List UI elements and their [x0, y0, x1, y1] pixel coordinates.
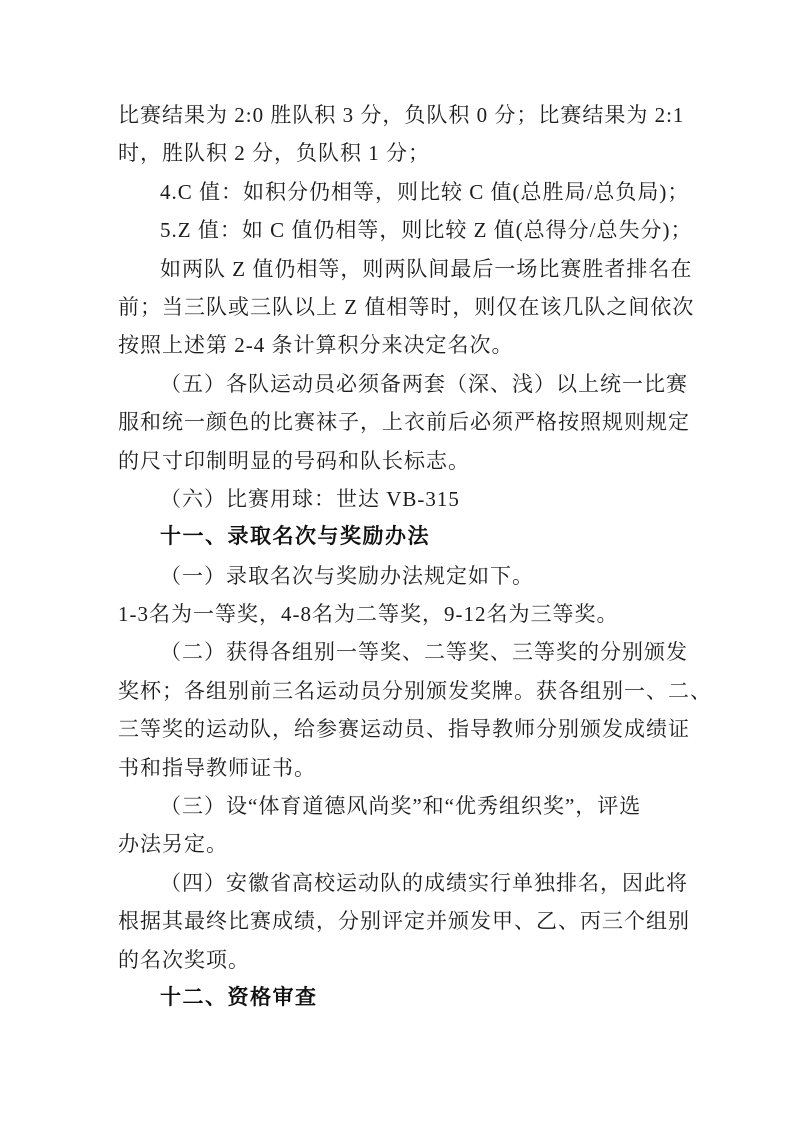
doc-line: 1-3名为一等奖，4-8名为二等奖，9-12名为三等奖。: [118, 602, 619, 627]
doc-line: 根据其最终比赛成绩，分别评定并颁发甲、乙、丙三个组别: [118, 909, 690, 934]
doc-line: （六）比赛用球：世达 VB-315: [160, 486, 460, 511]
document-text-block: [118, 96, 712, 1017]
section-heading-awards: 十一、录取名次与奖励办法: [160, 525, 430, 549]
doc-line: （二）获得各组别一等奖、二等奖、三等奖的分别颁发: [160, 640, 688, 665]
doc-line: 时，胜队积 2 分，负队积 1 分；: [118, 141, 430, 166]
doc-line: 的名次奖项。: [118, 947, 250, 972]
doc-line: （三）设“体育道德风尚奖”和“优秀组织奖”，评选: [160, 794, 642, 819]
doc-line: 的尺寸印制明显的号码和队长标志。: [118, 448, 470, 473]
doc-line: 按照上述第 2-4 条计算积分来决定名次。: [118, 333, 514, 358]
doc-line: （五）各队运动员必须备两套（深、浅）以上统一比赛: [160, 371, 688, 396]
doc-line: 三等奖的运动队，给参赛运动员、指导教师分别颁发成绩证: [118, 717, 690, 742]
doc-line: 如两队 Z 值仍相等，则两队间最后一场比赛胜者排名在: [160, 256, 693, 281]
doc-line: 比赛结果为 2:0 胜队积 3 分，负队积 0 分；比赛结果为 2:1: [118, 103, 685, 127]
doc-line: （一）录取名次与奖励办法规定如下。: [160, 563, 534, 588]
doc-line: 奖杯；各组别前三名运动员分别颁发奖牌。获各组别一、二、: [118, 678, 712, 703]
doc-line: 书和指导教师证书。: [118, 755, 316, 780]
doc-line: （四）安徽省高校运动队的成绩实行单独排名，因此将: [160, 870, 688, 895]
doc-line: 办法另定。: [118, 832, 228, 857]
doc-line: 4.C 值：如积分仍相等，则比较 C 值(总胜局/总负局)；: [160, 179, 690, 204]
doc-line: 前；当三队或三队以上 Z 值相等时，则仅在该几队之间依次: [118, 294, 695, 319]
section-heading-eligibility: 十二、资格审查: [160, 985, 318, 1009]
doc-line: 服和统一颜色的比赛袜子，上衣前后必须严格按照规则规定: [118, 410, 690, 435]
doc-line: 5.Z 值：如 C 值仍相等，则比较 Z 值(总得分/总失分)；: [160, 218, 693, 243]
